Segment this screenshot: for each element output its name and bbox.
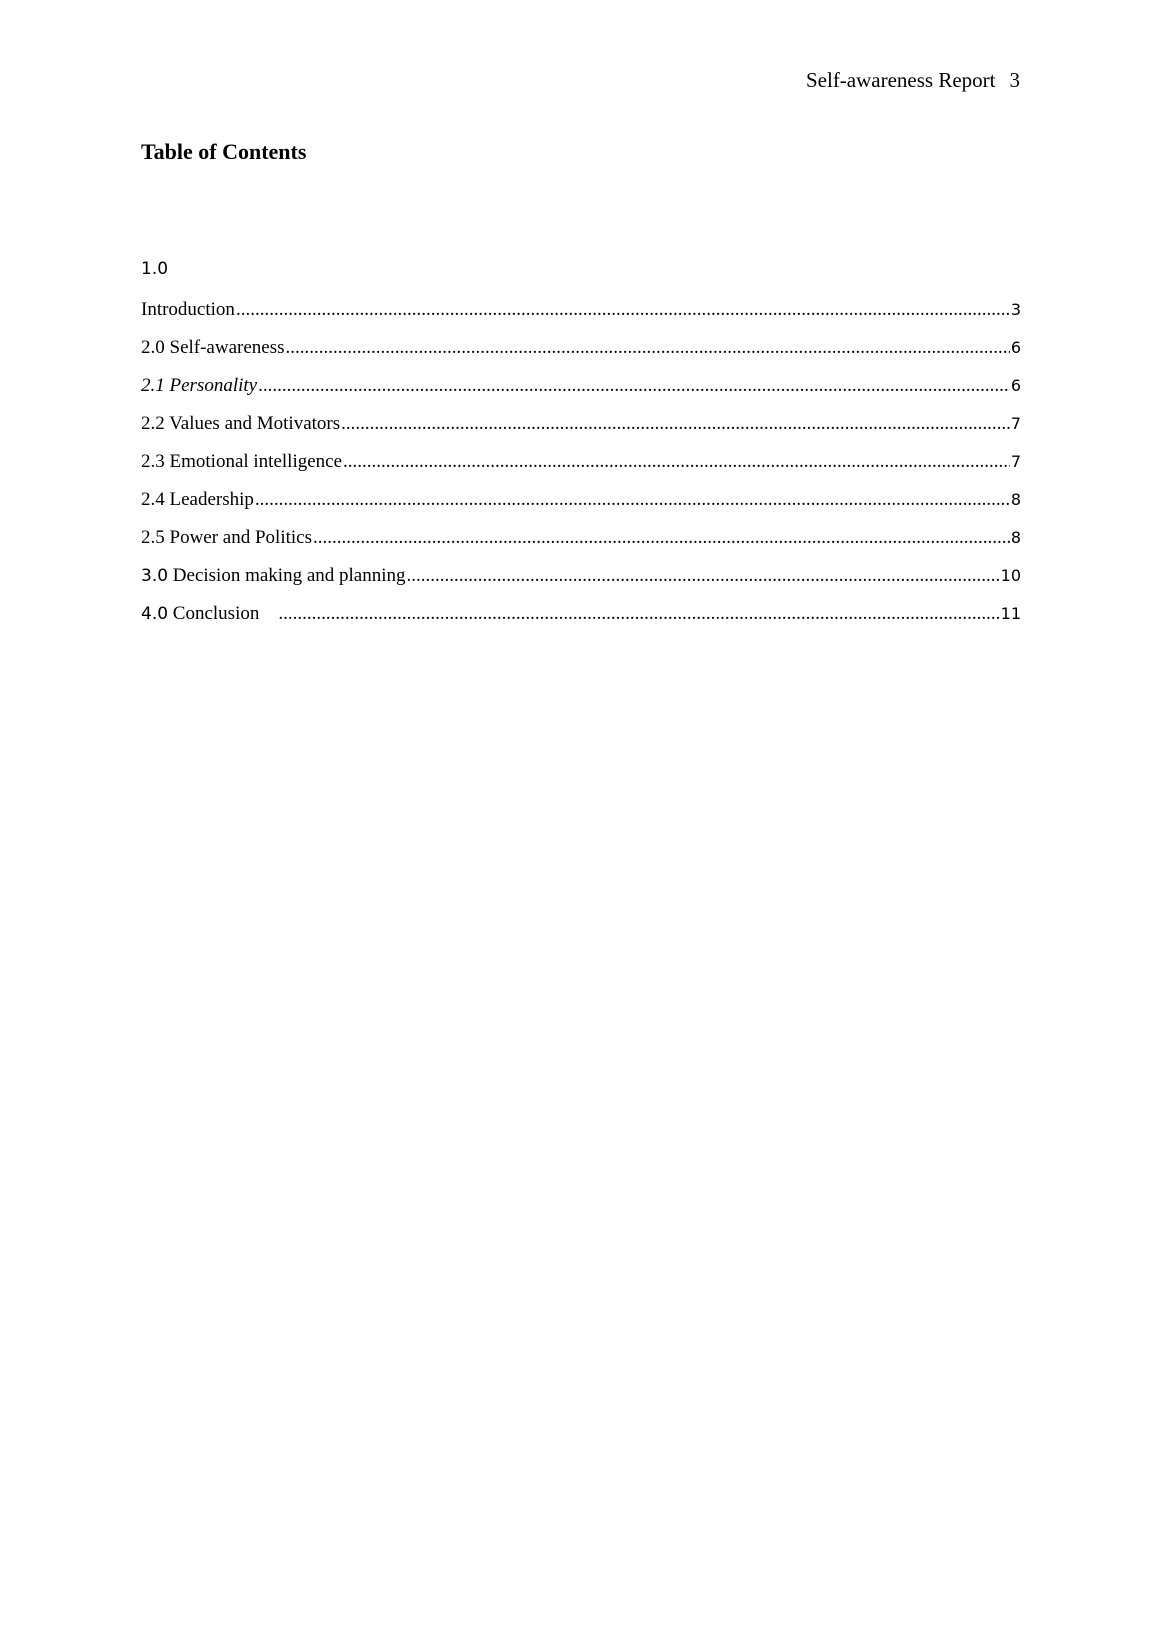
toc-leader: [286, 335, 1010, 361]
toc-entry-decision-making[interactable]: [141, 563, 1021, 589]
toc-entry-emotional-intelligence[interactable]: [141, 449, 1021, 475]
toc-leader: [258, 373, 1010, 399]
toc-entry-number: 2.2: [141, 413, 165, 434]
toc-entry-label: Leadership: [169, 489, 254, 510]
toc-entry-page: 8: [1011, 525, 1021, 551]
toc-entry-label: Values and Motivators: [169, 413, 341, 434]
toc-entry-label: Self-awareness: [169, 337, 285, 358]
toc-entry-page: 6: [1011, 335, 1021, 361]
toc-entry-introduction[interactable]: [141, 297, 1021, 323]
toc-entry-label: Decision making and planning: [172, 565, 406, 586]
toc-entry-number: 4.0: [141, 604, 169, 624]
toc-entry-page: 10: [1001, 563, 1021, 589]
toc-first-number: 1.0: [141, 259, 169, 279]
header-title: Self-awareness Report: [805, 68, 996, 92]
toc-entry-personality[interactable]: [141, 373, 1021, 399]
toc-leader: [255, 487, 1010, 513]
toc-leader: [236, 297, 1010, 323]
toc-entry-number: 2.1: [141, 375, 165, 396]
toc-entry-page: 3: [1011, 297, 1021, 323]
running-header: [806, 68, 1020, 93]
toc-entry-values-and-motivators[interactable]: [141, 411, 1021, 437]
toc-entry-leadership[interactable]: [141, 487, 1021, 513]
toc-leader: [313, 525, 1010, 551]
toc-entry-number: 2.0: [141, 337, 165, 358]
toc-entry-page: 7: [1011, 449, 1021, 475]
toc-entry-number: 2.3: [141, 451, 165, 472]
toc-entry-page: 8: [1011, 487, 1021, 513]
toc-entry-label: Power and Politics: [169, 527, 312, 548]
toc-entry-page: 7: [1011, 411, 1021, 437]
toc-entry-label: Emotional intelligence: [169, 451, 343, 472]
toc-entry-number: 2.4: [141, 489, 165, 510]
toc-leader: [407, 563, 1000, 589]
toc-entry-number: 2.5: [141, 527, 165, 548]
toc-entry-page: 6: [1011, 373, 1021, 399]
toc-entry-label: Introduction: [141, 299, 235, 320]
toc-entry-label: Conclusion: [172, 603, 260, 624]
toc-leader: [278, 601, 999, 627]
toc-entry-label: Personality: [169, 375, 258, 396]
toc-entry-number: 3.0: [141, 566, 169, 586]
toc-title: Table of Contents: [141, 139, 307, 164]
toc-entry-page: 11: [1001, 601, 1021, 627]
toc-leader: [343, 449, 1010, 475]
toc-entry-conclusion[interactable]: [141, 601, 1021, 627]
header-page-number: 3: [1009, 68, 1020, 92]
toc-leader: [341, 411, 1010, 437]
toc-entry-self-awareness[interactable]: [141, 335, 1021, 361]
toc-entry-power-and-politics[interactable]: [141, 525, 1021, 551]
